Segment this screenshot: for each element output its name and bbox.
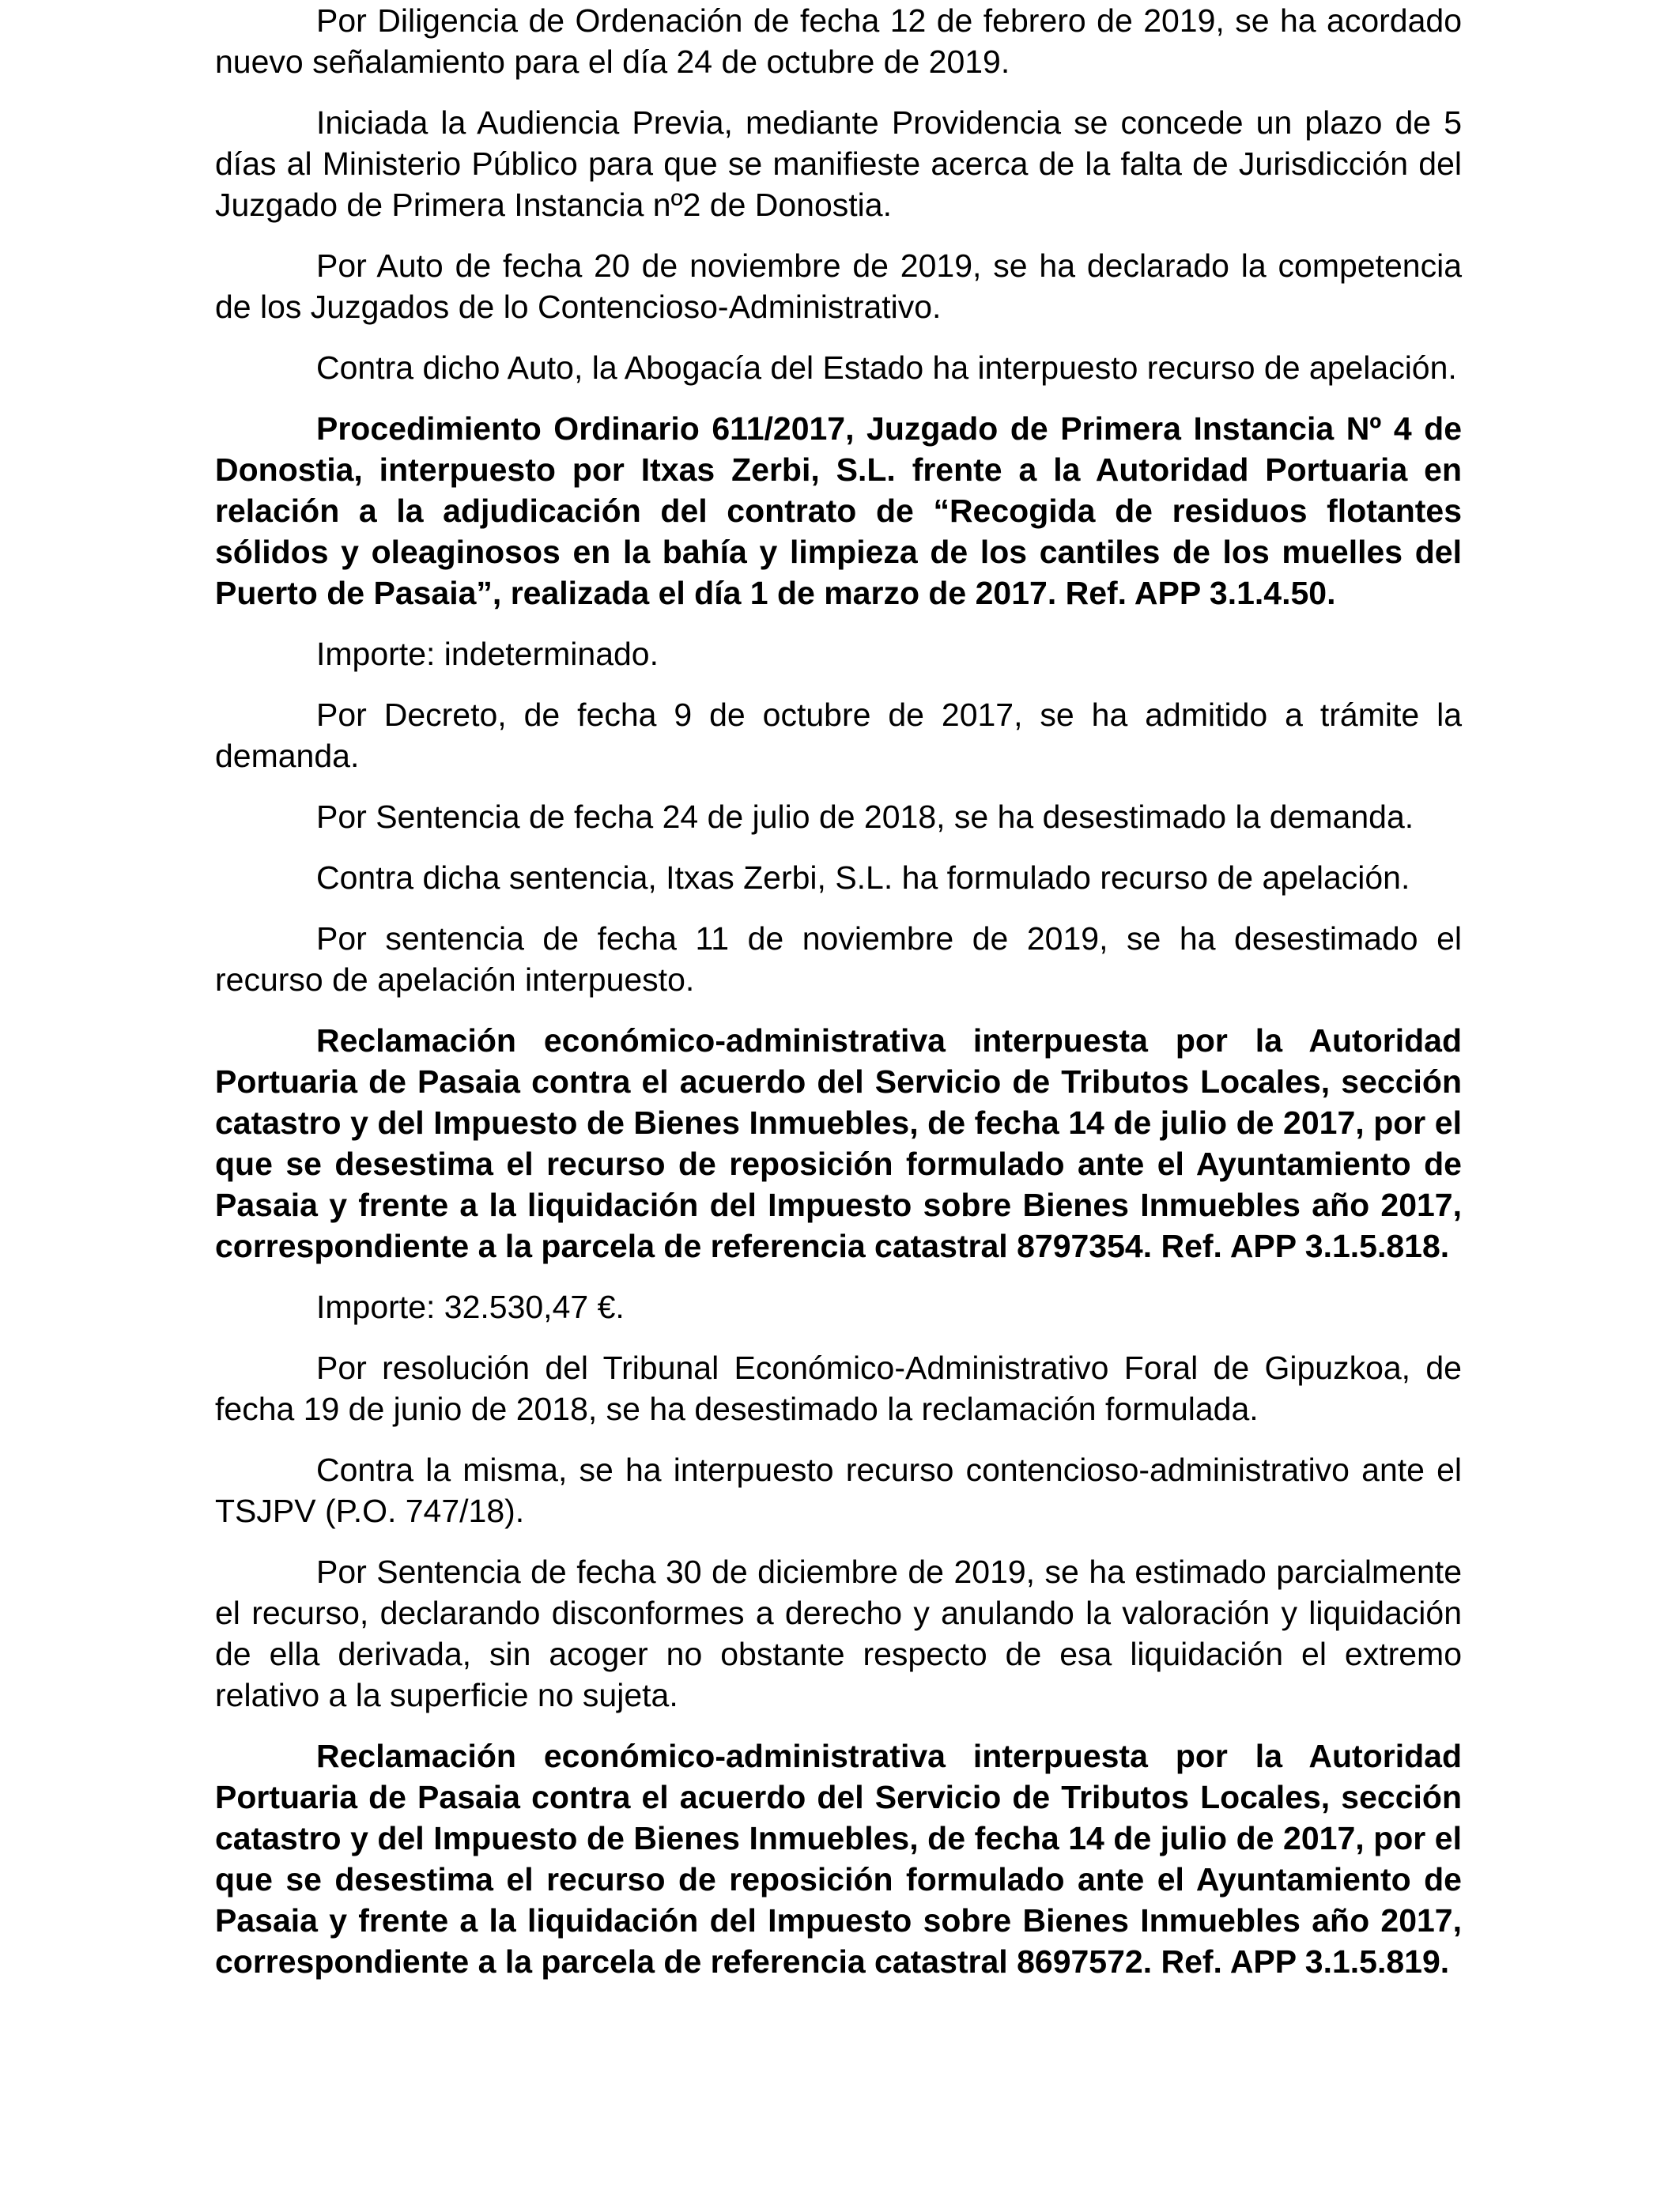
paragraph-sentencia-apelacion: Por sentencia de fecha 11 de noviembre de 2019, se ha desestimado el recurso de apelación interpuesto. <box>215 920 1462 998</box>
paragraph-importe-32530: Importe: 32.530,47 €. <box>316 1289 625 1325</box>
paragraph-recurso-tsjpv: Contra la misma, se ha interpuesto recurso contencioso-administrativo ante el TSJPV (P.O. 747/18). <box>215 1452 1462 1529</box>
paragraph-recurso-apelacion-abogacia: Contra dicho Auto, la Abogacía del Estado ha interpuesto recurso de apelación. <box>316 349 1457 386</box>
heading-procedimiento-ordinario-611: Procedimiento Ordinario 611/2017, Juzgado de Primera Instancia Nº 4 de Donostia, interpuesto por Itxas Zerbi, S.L. frente a la Autoridad Portuaria en relación a la adjudicación del contrato de “Recogida de residuos flotantes sólidos y oleaginosos en la bahía y limpieza de los cantiles de los muelles del Puerto de Pasaia”, realizada el día 1 de marzo de 2017. Ref. APP 3.1.4.50. <box>215 410 1462 611</box>
paragraph-auto-competencia: Por Auto de fecha 20 de noviembre de 2019, se ha declarado la competencia de los Juzgados de lo Contencioso-Administrativo. <box>215 247 1462 325</box>
document-page <box>215 0 1462 2002</box>
paragraph-diligencia-ordenacion: Por Diligencia de Ordenación de fecha 12 de febrero de 2019, se ha acordado nuevo señalamiento para el día 24 de octubre de 2019. <box>215 2 1462 80</box>
paragraph-resolucion-tribunal: Por resolución del Tribunal Económico-Administrativo Foral de Gipuzkoa, de fecha 19 de junio de 2018, se ha desestimado la reclamación formulada. <box>215 1350 1462 1427</box>
paragraph-decreto-admision: Por Decreto, de fecha 9 de octubre de 2017, se ha admitido a trámite la demanda. <box>215 697 1462 774</box>
heading-reclamacion-8697572: Reclamación económico-administrativa interpuesta por la Autoridad Portuaria de Pasaia contra el acuerdo del Servicio de Tributos Locales, sección catastro y del Impuesto de Bienes Inmuebles, de fecha 14 de julio de 2017, por el que se desestima el recurso de reposición formulado ante el Ayuntamiento de Pasaia y frente a la liquidación del Impuesto sobre Bienes Inmuebles año 2017, correspondiente a la parcela de referencia catastral 8697572. Ref. APP 3.1.5.819. <box>215 1738 1462 1980</box>
paragraph-importe-indeterminado: Importe: indeterminado. <box>316 636 659 672</box>
paragraph-sentencia-estimacion-parcial: Por Sentencia de fecha 30 de diciembre de 2019, se ha estimado parcialmente el recurso, declarando disconformes a derecho y anulando la valoración y liquidación de ella derivada, sin acoger no obstante respecto de esa liquidación el extremo relativo a la superficie no sujeta. <box>215 1554 1462 1713</box>
heading-reclamacion-8797354: Reclamación económico-administrativa interpuesta por la Autoridad Portuaria de Pasaia contra el acuerdo del Servicio de Tributos Locales, sección catastro y del Impuesto de Bienes Inmuebles, de fecha 14 de julio de 2017, por el que se desestima el recurso de reposición formulado ante el Ayuntamiento de Pasaia y frente a la liquidación del Impuesto sobre Bienes Inmuebles año 2017, correspondiente a la parcela de referencia catastral 8797354. Ref. APP 3.1.5.818. <box>215 1022 1462 1264</box>
paragraph-recurso-itxas-zerbi: Contra dicha sentencia, Itxas Zerbi, S.L. ha formulado recurso de apelación. <box>316 859 1410 896</box>
paragraph-audiencia-previa: Iniciada la Audiencia Previa, mediante Providencia se concede un plazo de 5 días al Ministerio Público para que se manifieste acerca de la falta de Jurisdicción del Juzgado de Primera Instancia nº2 de Donostia. <box>215 104 1462 223</box>
paragraph-sentencia-desestimacion: Por Sentencia de fecha 24 de julio de 2018, se ha desestimado la demanda. <box>316 799 1414 835</box>
